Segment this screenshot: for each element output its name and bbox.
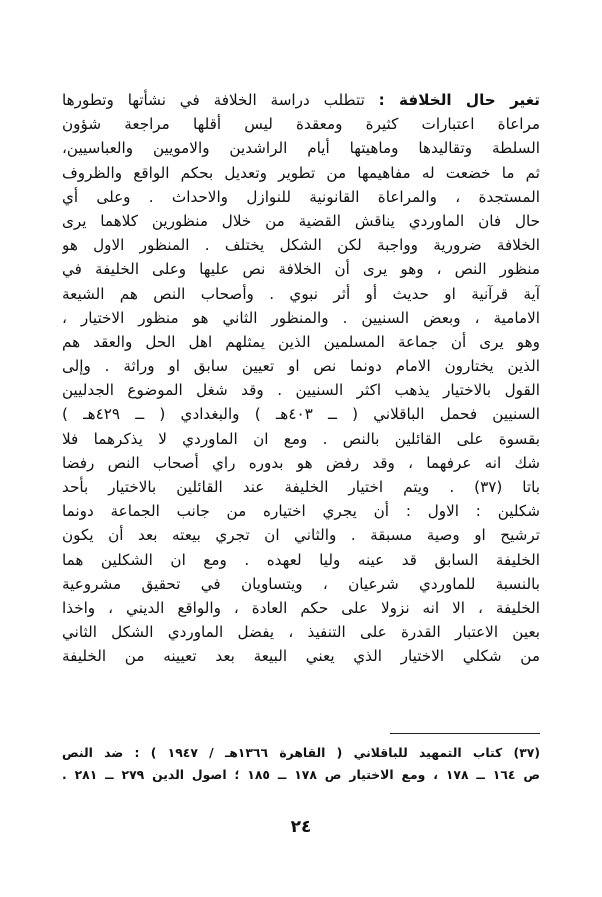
body-line-2: مراعاة اعتبارات كثيرة ومعقدة ليس أقلها مراجعة شؤون: [62, 115, 540, 134]
body-paragraph: [62, 112, 540, 668]
section-heading: تغير حال الخلافة :: [378, 91, 540, 109]
footnote-line-2: ص ١٦٤ ــ ١٧٨ ، ومع الاختيار ص ١٧٨ ــ ١٨٥ ؛ اصول الدين ٢٧٩ ــ ٢٨١ .: [62, 767, 540, 782]
body-line-19: ترشيح او وصية مسبقة . والثاني ان تجري بيعته بعد أن يكون: [62, 526, 540, 545]
body-line-24: من شكلي الاختيار الذي يعني البيعة بعد تعيينه من الخليفة: [62, 647, 540, 666]
body-line-4: ثم ما خضعت له مفاهيمها من تطوير وتعديل بحكم الواقع والظروف: [62, 163, 540, 182]
footnotes: [62, 742, 540, 786]
body-line-23: بعين الاعتبار القدرة على التنفيذ ، يفضل الماوردي الشكل الثاني: [62, 623, 540, 642]
first-line-text: تتطلب دراسة الخلافة في نشأتها وتطورها: [62, 91, 365, 109]
body-text: [62, 88, 540, 669]
page-number: ٢٤: [290, 817, 312, 837]
footnote-separator: [390, 733, 540, 734]
body-line-5: المستجدة ، والمراعاة القانونية للنوازل والاحداث . وعلى أي: [62, 187, 540, 206]
body-line-15: بقسوة على القائلين بالنص . ومع ان الماوردي لا يذكرهما فلا: [62, 429, 540, 448]
body-line-18: شكلين : الاول : أن يجري اختياره من جانب الجماعة دونما: [62, 502, 540, 521]
body-line-14: السنيين فحمل الباقلاني ( ــ ٤٠٣هـ ) والبغدادي ( ــ ٤٢٩هـ ): [62, 405, 540, 424]
body-line-12: الذين يختارون الامام دونما نص او تعيين سابق او وراثة . وإلى: [62, 357, 540, 376]
body-line-8: منظور النص ، وهو يرى أن الخلافة نص عليها وعلى الخليفة في: [62, 260, 540, 279]
body-line-11: وهو يرى أن جماعة المسلمين الذين يمثلهم اهل الحل والعقد هم: [62, 332, 540, 351]
body-line-21: بالنسبة للماوردي شرعيان ، ويتساويان في تحقيق مشروعية: [62, 574, 540, 593]
body-line-3: السلطة وتقاليدها وماهيتها أيام الراشدين والامويين والعباسيين،: [62, 139, 540, 158]
body-line-9: آية قرآنية او حديث أو أثر نبوي . وأصحاب النص هم الشيعة: [62, 284, 540, 303]
body-line-22: الخليفة ، الا انه نزولا على حكم العادة ، والواقع الديني ، واخذا: [62, 598, 540, 617]
body-line-17: باتا (٣٧) . ويتم اختيار الخليفة عند القائلين بالاختيار بأحد: [62, 478, 540, 496]
body-line-1: [62, 88, 540, 112]
body-line-16: شك انه عرفهما ، وقد رفض هو بدوره راي أصحاب النص رفضا: [62, 453, 540, 472]
body-line-6: حال فان الماوردي يناقش القضية من خلال منظورين كلاهما يرى: [62, 211, 540, 230]
body-line-10: الامامية ، وبعض السنيين . والمنظور الثاني هو منظور الاختيار ،: [62, 308, 540, 327]
body-line-20: الخليفة السابق قد عينه وليا لعهده . ومع ان الشكلين هما: [62, 550, 540, 569]
body-line-13: القول بالاختيار يذهب اكثر السنيين . وقد شغل الموضوع الجدليين: [62, 381, 540, 400]
footnote-line-1: (٣٧) كتاب التمهيد للباقلاني ( القاهرة ١٣٦٦هـ / ١٩٤٧ ) : ضد النص: [62, 745, 540, 760]
body-line-7: الخلافة ضرورية وواجبة لكن الشكل يختلف . المنظور الاول هو: [62, 236, 540, 255]
